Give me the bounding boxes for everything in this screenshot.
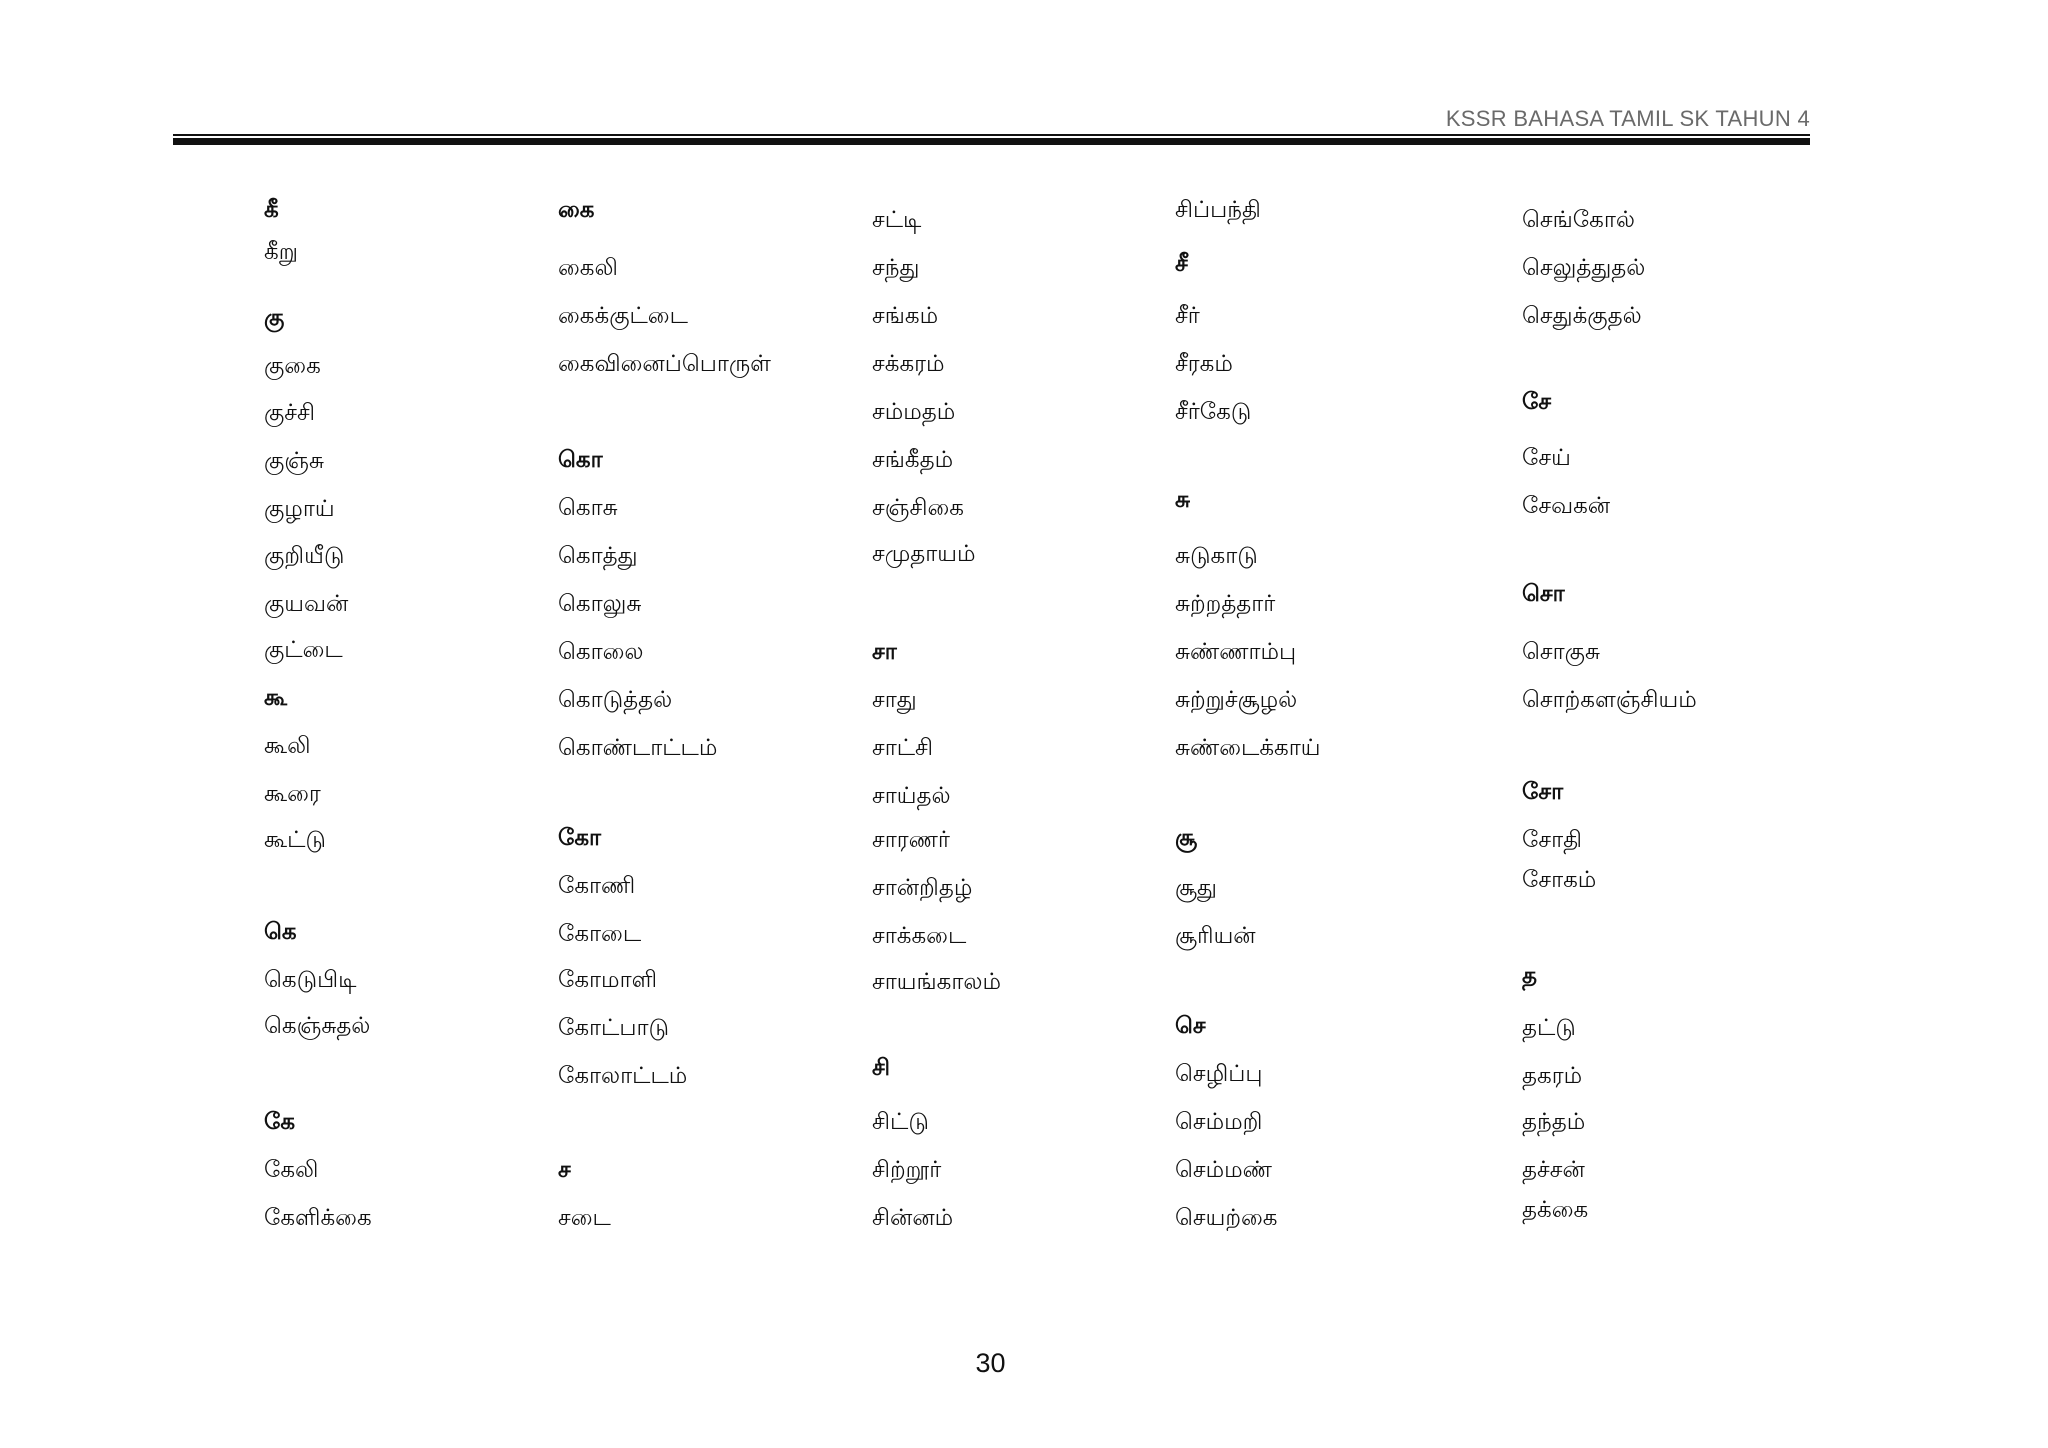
word-entry: செதுக்குதல் [1522, 303, 1642, 329]
word-entry: சாது [872, 687, 917, 713]
word-entry: கூலி [264, 733, 311, 759]
word-entry: தகரம் [1522, 1063, 1583, 1089]
letter-heading: கீ [264, 197, 279, 223]
word-entry: சுற்றத்தார் [1175, 591, 1276, 617]
word-entry: கோட்பாடு [558, 1015, 670, 1041]
word-entry: கெடுபிடி [264, 967, 357, 993]
word-entry: குஞ்சு [264, 448, 325, 474]
word-entry: குழாய் [264, 496, 335, 522]
word-entry: கைலி [558, 255, 618, 281]
word-entry: சந்து [872, 255, 920, 281]
word-entry: சீர்கேடு [1175, 399, 1252, 425]
word-entry: சமுதாயம் [872, 541, 976, 567]
word-entry: தந்தம் [1522, 1109, 1586, 1135]
word-entry: செங்கோல் [1522, 207, 1635, 233]
word-entry: சக்கரம் [872, 351, 945, 377]
word-entry: சீரகம் [1175, 351, 1233, 377]
word-entry: குறியீடு [264, 543, 345, 569]
letter-heading: கை [558, 197, 595, 223]
letter-heading: த [1522, 963, 1537, 989]
word-entry: கொண்டாட்டம் [558, 735, 718, 761]
word-entry: கேலி [264, 1157, 319, 1183]
word-entry: தச்சன் [1522, 1157, 1585, 1183]
word-entry: சாயங்காலம் [872, 969, 1001, 995]
word-entry: செலுத்துதல் [1522, 255, 1646, 281]
word-entry: சம்மதம் [872, 399, 956, 425]
word-entry: சீர் [1175, 303, 1200, 329]
word-entry: செழிப்பு [1175, 1061, 1263, 1087]
word-entry: கொலுசு [558, 591, 642, 617]
word-entry: சோதி [1522, 827, 1582, 853]
page-number: 30 [975, 1348, 1006, 1378]
word-entry: கொத்து [558, 543, 638, 569]
word-entry: சொகுசு [1522, 639, 1600, 665]
word-entry: சேய் [1522, 445, 1571, 471]
word-entry: சான்றிதழ் [872, 875, 973, 901]
letter-heading: சீ [1175, 251, 1188, 277]
letter-heading: சோ [1522, 779, 1564, 805]
letter-heading: கோ [558, 825, 602, 851]
word-entry: சஞ்சிகை [872, 495, 964, 521]
word-entry: கைவினைப்பொருள் [558, 351, 771, 377]
word-entry: சாரணர் [872, 827, 950, 853]
word-entry: கூரை [264, 781, 321, 807]
letter-heading: கெ [264, 919, 297, 945]
word-entry: சுடுகாடு [1175, 543, 1258, 569]
letter-heading: சொ [1522, 581, 1565, 607]
word-entry: சுண்டைக்காய் [1175, 735, 1321, 761]
letter-heading: ச [558, 1157, 571, 1183]
word-entry: சாட்சி [872, 735, 934, 761]
word-entry: செம்மறி [1175, 1109, 1263, 1135]
word-entry: சுண்ணாம்பு [1175, 639, 1297, 665]
letter-heading: சா [872, 639, 897, 665]
word-entry: சூரியன் [1175, 923, 1256, 949]
header-rule-thick [173, 138, 1810, 145]
word-entry: சாக்கடை [872, 923, 967, 949]
word-entry: கூட்டு [264, 827, 326, 853]
word-entry: கொசு [558, 495, 618, 521]
letter-heading: சூ [1175, 825, 1198, 851]
letter-heading: கூ [264, 685, 288, 711]
word-entry: கொடுத்தல் [558, 687, 673, 713]
word-entry: சங்கீதம் [872, 447, 954, 473]
word-entry: சங்கம் [872, 303, 939, 329]
letter-heading: கொ [558, 447, 603, 473]
word-entry: சோகம் [1522, 867, 1597, 893]
word-entry: கெஞ்சுதல் [264, 1013, 371, 1039]
word-entry: தக்கை [1522, 1197, 1589, 1223]
word-entry: குச்சி [264, 400, 316, 426]
word-entry: கொலை [558, 639, 644, 665]
letter-heading: சு [1175, 487, 1191, 513]
word-entry: குகை [264, 353, 321, 379]
word-entry: சொற்களஞ்சியம் [1522, 687, 1697, 713]
word-entry: கைக்குட்டை [558, 303, 688, 329]
word-entry: சின்னம் [872, 1205, 954, 1231]
word-entry: குயவன் [264, 591, 349, 617]
header-rule-thin [173, 134, 1810, 136]
word-entry: தட்டு [1522, 1015, 1576, 1041]
word-entry: செயற்கை [1175, 1205, 1278, 1231]
word-entry: சூது [1175, 875, 1217, 901]
word-entry: சிட்டு [872, 1109, 929, 1135]
word-entry: செம்மண் [1175, 1157, 1272, 1183]
word-entry: சடை [558, 1205, 611, 1231]
letter-heading: சி [872, 1055, 891, 1081]
word-entry: சுற்றுச்சூழல் [1175, 687, 1298, 713]
word-entry: கேளிக்கை [264, 1205, 372, 1231]
word-entry: கோணி [558, 873, 636, 899]
word-entry: கோலாட்டம் [558, 1063, 688, 1089]
word-entry: கோடை [558, 921, 642, 947]
word-entry: சாய்தல் [872, 783, 951, 809]
letter-heading: சே [1522, 389, 1552, 415]
word-entry: கோமாளி [558, 967, 658, 993]
word-entry: குட்டை [264, 637, 343, 663]
letter-heading: கு [264, 305, 285, 331]
word-entry: சட்டி [872, 207, 922, 233]
word-entry: சேவகன் [1522, 493, 1611, 519]
letter-heading: செ [1175, 1013, 1206, 1039]
word-entry: சிப்பந்தி [1175, 197, 1261, 223]
document-header-title: KSSR BAHASA TAMIL SK TAHUN 4 [1445, 106, 1810, 131]
letter-heading: கே [264, 1109, 296, 1135]
word-entry: சிற்றூர் [872, 1157, 942, 1183]
word-entry: கீறு [264, 239, 298, 265]
